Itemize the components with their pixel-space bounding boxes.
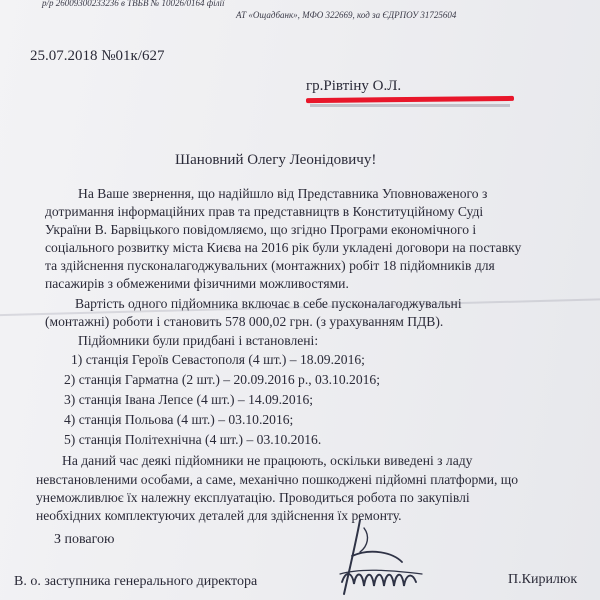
station-item: 2) станція Гарматна (2 шт.) – 20.09.2016 р., 03.10.2016; xyxy=(64,372,380,387)
stations-list-intro: Підйомники були придбані і встановлені: xyxy=(78,333,319,348)
paragraph3-line: На даний час деякі підйомники не працюють, оскільки виведені з ладу xyxy=(62,453,473,468)
station-item: 1) станція Героїв Севастополя (4 шт.) – 18.09.2016; xyxy=(71,352,365,367)
paragraph3-line: невстановленими особами, а саме, механічно пошкоджені підйомні платформи, що xyxy=(36,472,519,487)
header-bank-account: р/р 26009300233236 в ТВБВ № 10026/0164 філії xyxy=(42,0,225,8)
redaction-mark xyxy=(306,96,514,103)
paragraph1-line: На Ваше звернення, що надійшло від Представника Уповноваженого з xyxy=(78,186,488,201)
station-item: 4) станція Польова (4 шт.) – 03.10.2016; xyxy=(64,412,294,427)
station-item: 3) станція Івана Лепсе (4 шт.) – 14.09.2016; xyxy=(64,392,314,407)
paragraph3-line: унеможливлює їх належну експлуатацію. Проводиться робота по закупівлі xyxy=(36,490,470,505)
station-item: 5) станція Політехнічна (4 шт.) – 03.10.2016. xyxy=(64,432,322,447)
header-bank-details: АТ «Ощадбанк», МФО 322669, код за ЄДРПОУ 31725604 xyxy=(236,10,457,20)
paragraph1-line: соціального розвитку міста Києва на 2016 рік були укладені договори на поставку xyxy=(45,240,522,255)
signer-name: П.Кирилюк xyxy=(508,572,578,587)
paragraph1-line: України В. Барвіцького повідомляємо, що згідно Програми економічного і xyxy=(45,222,477,237)
signer-position: В. о. заступника генерального директора xyxy=(14,574,258,589)
redacted-address xyxy=(310,104,510,107)
paragraph1-line: та здійснення пусконалагоджувальних (монтажних) робіт 18 підйомників для xyxy=(45,258,495,273)
greeting: Шановний Олегу Леонідовичу! xyxy=(175,152,377,168)
closing: З повагою xyxy=(54,532,115,547)
addressee: гр.Рівтіну О.Л. xyxy=(306,78,402,94)
paragraph2-line: (монтажні) роботи і становить 578 000,02 грн. (з урахуванням ПДВ). xyxy=(45,314,444,329)
paragraph3-line: необхідних комплектуючих деталей для здійснення їх ремонту. xyxy=(36,508,402,523)
letter-date-number: 25.07.2018 №01к/627 xyxy=(30,48,165,64)
paragraph1-line: дотримання інформаційних прав та представництв в Конституційному Суді xyxy=(45,204,484,219)
signature-image xyxy=(330,512,440,600)
paragraph2-line: Вартість одного підйомника включає в себе пусконалагоджувальні xyxy=(75,296,462,311)
paragraph1-line: пасажирів з обмеженими фізичними можливостями. xyxy=(45,276,349,291)
